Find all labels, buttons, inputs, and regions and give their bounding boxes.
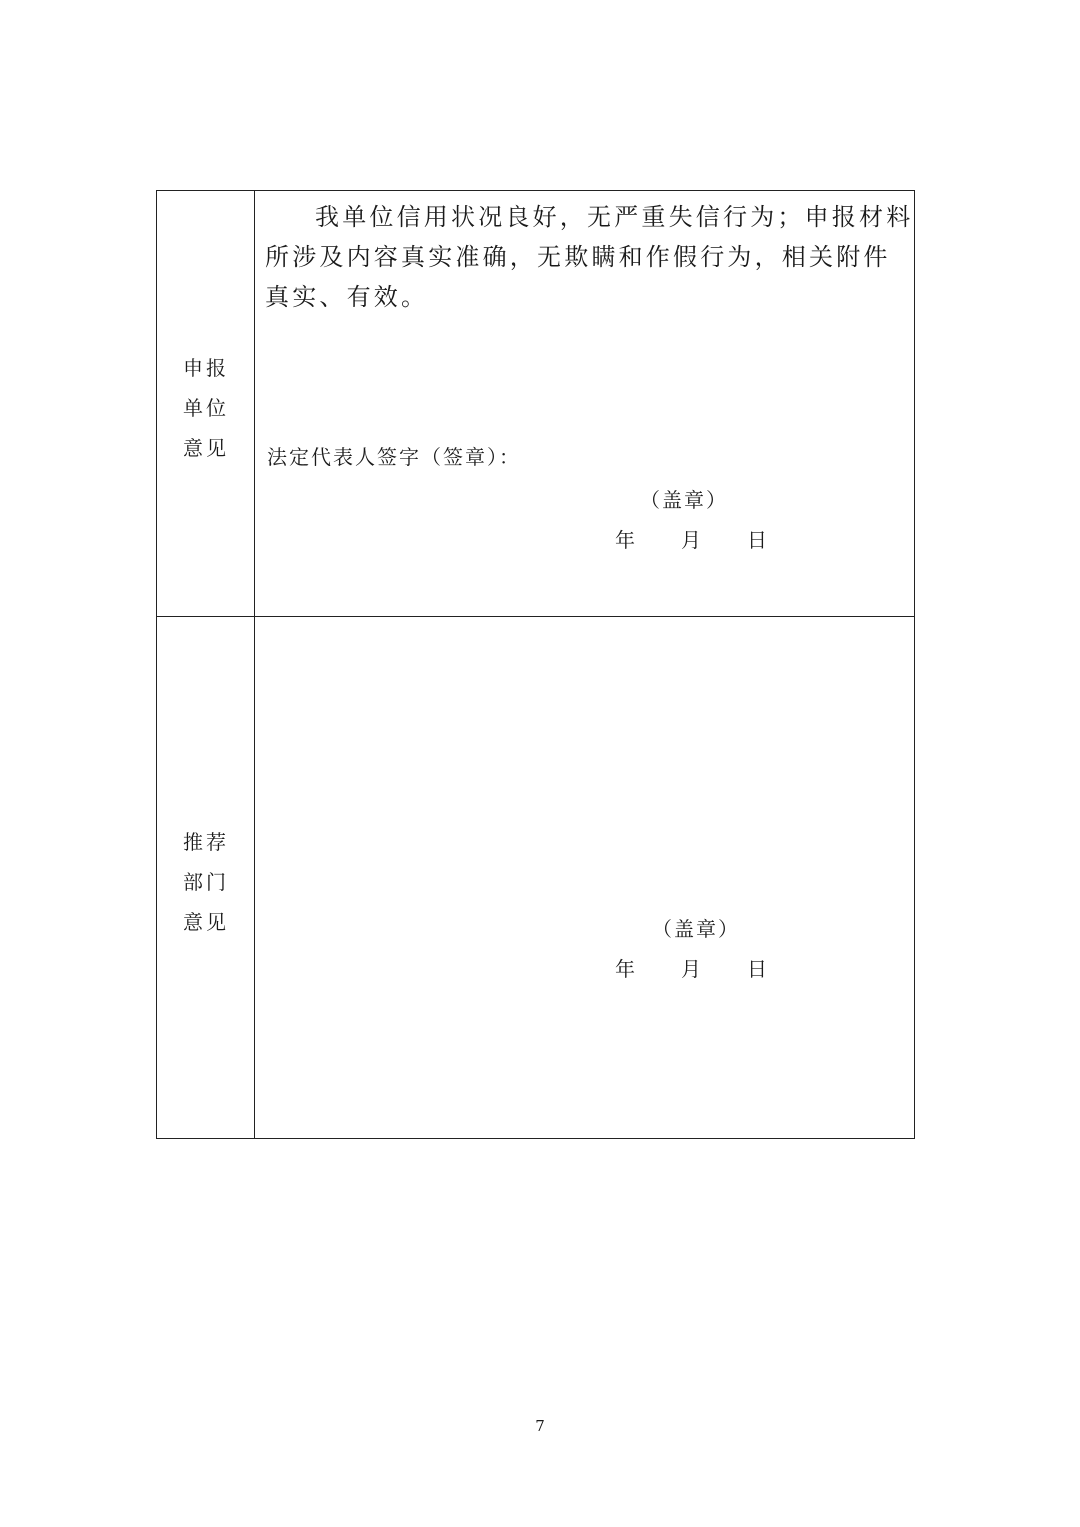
date-year: 年 bbox=[615, 528, 635, 552]
date-year: 年 bbox=[615, 957, 635, 981]
label-line: 部门 bbox=[183, 870, 229, 894]
credit-declaration-text: 我单位信用状况良好，无严重失信行为；申报材料所涉及内容真实准确，无欺瞒和作假行为，相关附件真实、有效。 bbox=[265, 203, 914, 311]
label-line: 推荐 bbox=[183, 830, 229, 854]
recommender-opinion-row bbox=[157, 617, 914, 1138]
page-number: 7 bbox=[535, 1417, 545, 1435]
seal-label: （盖章） bbox=[652, 917, 740, 941]
label-line: 意见 bbox=[183, 436, 229, 460]
date-month: 月 bbox=[681, 957, 701, 981]
applicant-opinion-row bbox=[157, 191, 914, 617]
seal-label: （盖章） bbox=[640, 488, 728, 512]
applicant-opinion-content bbox=[255, 191, 914, 616]
label-line: 申报 bbox=[183, 356, 229, 380]
date-day: 日 bbox=[747, 957, 767, 981]
signature-label: 法定代表人签字（签章）： bbox=[267, 445, 521, 469]
applicant-opinion-label bbox=[183, 348, 233, 468]
date-day: 日 bbox=[747, 528, 767, 552]
recommender-opinion-label bbox=[183, 822, 233, 942]
label-line: 意见 bbox=[183, 910, 229, 934]
applicant-opinion-label-cell bbox=[157, 191, 255, 616]
date-month: 月 bbox=[681, 528, 701, 552]
opinion-form-table bbox=[156, 190, 915, 1139]
recommender-opinion-label-cell bbox=[157, 617, 255, 1138]
label-line: 单位 bbox=[183, 396, 229, 420]
recommender-opinion-content bbox=[255, 617, 914, 1138]
